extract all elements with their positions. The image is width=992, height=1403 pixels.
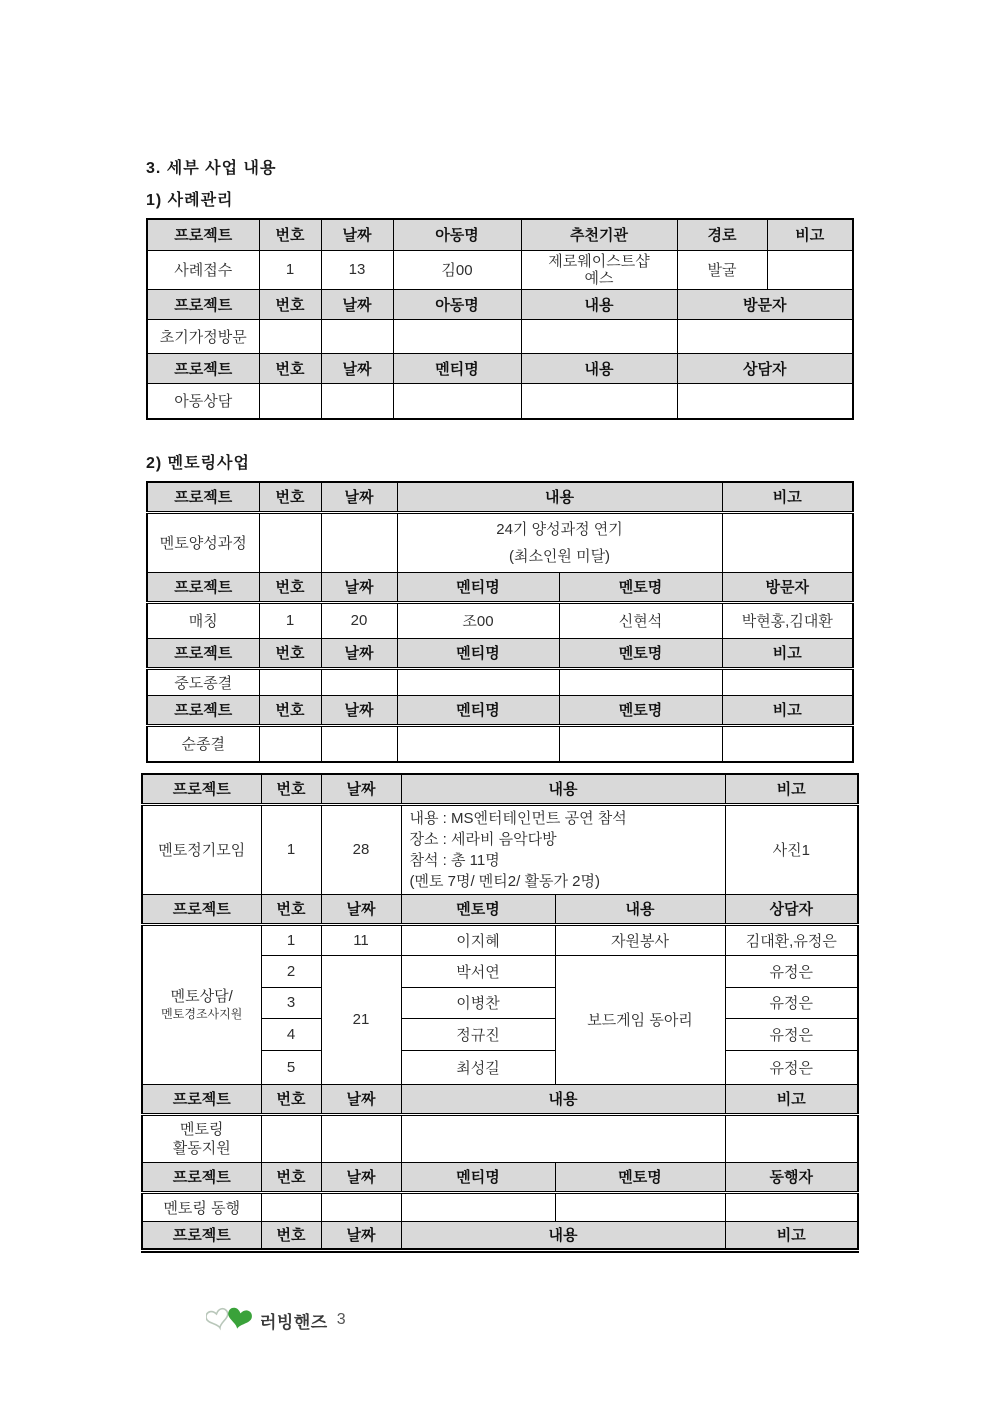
header-cell-mentor-name: 멘토명 xyxy=(559,572,722,602)
header-cell-visitor: 방문자 xyxy=(677,289,853,319)
header-cell-note: 비고 xyxy=(725,1084,858,1114)
header-cell-mentor-name: 멘토명 xyxy=(401,894,555,924)
header-cell-project: 프로젝트 xyxy=(142,774,261,804)
note-cell xyxy=(767,250,853,289)
date-cell xyxy=(321,1114,401,1162)
header-cell-date: 날짜 xyxy=(321,219,393,250)
header-cell-date: 날짜 xyxy=(321,1084,401,1114)
header-row-intake xyxy=(147,219,853,250)
number-cell: 2 xyxy=(261,955,321,987)
content-cell: 보드게임 동아리 xyxy=(555,955,725,1084)
date-cell: 20 xyxy=(321,602,397,638)
header-cell-date: 날짜 xyxy=(321,1162,401,1192)
loving-hands-logo-hearts-icon xyxy=(206,1303,258,1337)
data-row-intake xyxy=(147,250,853,289)
date-cell xyxy=(321,1192,401,1221)
header-row-child-counsel xyxy=(147,353,853,383)
training-content-line-2: (최소인원 미달) xyxy=(508,547,611,565)
header-cell-date: 날짜 xyxy=(321,1221,401,1250)
content-cell xyxy=(521,319,677,353)
date-cell: 28 xyxy=(321,804,401,894)
section-heading-mentoring: 2) 멘토링사업 xyxy=(146,455,250,472)
header-cell-project: 프로젝트 xyxy=(147,353,259,383)
referral-agency-cell xyxy=(521,250,677,289)
data-row-support xyxy=(142,1114,858,1162)
header-cell-mentee-name: 멘티명 xyxy=(397,572,559,602)
header-cell-number: 번호 xyxy=(261,894,321,924)
content-cell xyxy=(397,512,722,572)
header-cell-note: 비고 xyxy=(722,695,853,725)
header-cell-mentee-name: 멘티명 xyxy=(401,1162,555,1192)
mentor-name-cell: 신현석 xyxy=(559,602,722,638)
header-cell-project: 프로젝트 xyxy=(147,695,259,725)
header-cell-project: 프로젝트 xyxy=(142,1084,261,1114)
header-cell-note: 비고 xyxy=(722,482,853,512)
training-content-line-1: 24기 양성과정 연기 xyxy=(496,520,623,538)
header-cell-project: 프로젝트 xyxy=(147,572,259,602)
header-cell-project: 프로젝트 xyxy=(142,1221,261,1250)
agency-line-2: 예스 xyxy=(584,269,614,287)
number-cell xyxy=(259,319,321,353)
document-content xyxy=(146,0,862,1253)
project-cell: 중도종결 xyxy=(147,668,259,695)
header-cell-project: 프로젝트 xyxy=(147,289,259,319)
mentor-name-cell: 이병찬 xyxy=(401,987,555,1018)
data-row-training xyxy=(147,512,853,572)
number-cell xyxy=(259,725,321,762)
project-cell: 멘토링 동행 xyxy=(142,1192,261,1221)
header-cell-mentee-name: 멘티명 xyxy=(393,353,521,383)
project-cell xyxy=(142,924,261,1084)
support-project-line-2: 활동지원 xyxy=(172,1139,231,1157)
header-cell-date: 날짜 xyxy=(321,695,397,725)
mentee-name-cell xyxy=(393,383,521,419)
mentee-name-cell: 조00 xyxy=(397,602,559,638)
header-cell-date: 날짜 xyxy=(321,572,397,602)
header-cell-mentor-name: 멘토명 xyxy=(559,638,722,668)
header-row-dropout xyxy=(147,638,853,668)
header-cell-mentor-name: 멘토명 xyxy=(555,1162,725,1192)
header-cell-note: 비고 xyxy=(767,219,853,250)
date-cell: 13 xyxy=(321,250,393,289)
header-cell-date: 날짜 xyxy=(321,774,401,804)
data-row-home-visit xyxy=(147,319,853,353)
date-cell: 11 xyxy=(321,924,401,955)
header-cell-date: 날짜 xyxy=(321,289,393,319)
header-cell-content: 내용 xyxy=(555,894,725,924)
data-row-completion xyxy=(147,725,853,762)
header-cell-date: 날짜 xyxy=(321,894,401,924)
meeting-content-line-4: (멘토 7명/ 멘티2/ 활동가 2명) xyxy=(409,872,600,890)
page-number: 3 xyxy=(336,1311,346,1328)
data-row-counsel-1 xyxy=(142,924,858,955)
number-cell xyxy=(261,1192,321,1221)
date-cell xyxy=(321,512,397,572)
date-cell xyxy=(321,319,393,353)
header-row-matching xyxy=(147,572,853,602)
mentee-name-cell xyxy=(401,1192,555,1221)
header-cell-note: 비고 xyxy=(725,774,858,804)
header-cell-child-name: 아동명 xyxy=(393,289,521,319)
route-cell: 발굴 xyxy=(677,250,767,289)
header-cell-note: 비고 xyxy=(725,1221,858,1250)
project-cell: 순종결 xyxy=(147,725,259,762)
header-cell-number: 번호 xyxy=(259,353,321,383)
header-cell-mentor-name: 멘토명 xyxy=(559,695,722,725)
mentor-name-cell: 박서연 xyxy=(401,955,555,987)
page-footer xyxy=(206,1303,346,1337)
header-cell-number: 번호 xyxy=(259,572,321,602)
header-cell-mentee-name: 멘티명 xyxy=(397,638,559,668)
mentor-name-cell: 정규진 xyxy=(401,1018,555,1050)
note-cell xyxy=(722,512,853,572)
header-cell-child-name: 아동명 xyxy=(393,219,521,250)
header-row-completion xyxy=(147,695,853,725)
header-cell-project: 프로젝트 xyxy=(142,1162,261,1192)
content-cell xyxy=(521,383,677,419)
project-cell xyxy=(142,1114,261,1162)
header-cell-number: 번호 xyxy=(259,695,321,725)
project-cell: 아동상담 xyxy=(147,383,259,419)
header-cell-number: 번호 xyxy=(259,219,321,250)
mentee-name-cell xyxy=(397,725,559,762)
header-cell-number: 번호 xyxy=(259,482,321,512)
number-cell: 3 xyxy=(261,987,321,1018)
header-cell-project: 프로젝트 xyxy=(142,894,261,924)
header-cell-content: 내용 xyxy=(521,289,677,319)
content-cell: 자원봉사 xyxy=(555,924,725,955)
date-cell xyxy=(321,725,397,762)
header-row-counsel xyxy=(142,894,858,924)
header-cell-content: 내용 xyxy=(397,482,722,512)
counselor-cell: 유정은 xyxy=(725,955,858,987)
number-cell xyxy=(259,512,321,572)
mentor-name-cell xyxy=(559,668,722,695)
header-row-home-visit xyxy=(147,289,853,319)
project-cell: 멘토양성과정 xyxy=(147,512,259,572)
mentee-name-cell xyxy=(397,668,559,695)
header-row-meeting xyxy=(142,774,858,804)
counselor-cell: 김대환,유정은 xyxy=(725,924,858,955)
mentor-name-cell xyxy=(559,725,722,762)
counsel-project-line-1: 멘토상담/ xyxy=(170,988,233,1005)
number-cell: 1 xyxy=(261,924,321,955)
doc-heading: 3. 세부 사업 내용 xyxy=(146,160,277,177)
header-cell-number: 번호 xyxy=(259,289,321,319)
meeting-content-line-1: 내용 : MS엔터테인먼트 공연 참석 xyxy=(409,809,627,827)
note-cell xyxy=(722,725,853,762)
header-cell-date: 날짜 xyxy=(321,482,397,512)
note-cell xyxy=(725,1114,858,1162)
counselor-cell xyxy=(677,383,853,419)
meeting-content-cell xyxy=(401,804,725,894)
header-cell-visitor: 방문자 xyxy=(722,572,853,602)
number-cell xyxy=(259,383,321,419)
number-cell xyxy=(259,668,321,695)
child-name-cell xyxy=(393,319,521,353)
header-cell-date: 날짜 xyxy=(321,353,393,383)
meeting-content-line-3: 참석 : 총 11명 xyxy=(409,851,500,869)
header-cell-content: 내용 xyxy=(401,1221,725,1250)
number-cell: 5 xyxy=(261,1050,321,1084)
project-cell: 매칭 xyxy=(147,602,259,638)
header-cell-note: 비고 xyxy=(722,638,853,668)
project-cell: 초기가정방문 xyxy=(147,319,259,353)
case-management-table xyxy=(146,218,854,420)
counselor-cell: 유정은 xyxy=(725,1018,858,1050)
header-cell-route: 경로 xyxy=(677,219,767,250)
header-cell-number: 번호 xyxy=(261,1221,321,1250)
mentoring-table-1 xyxy=(146,481,854,763)
visitor-cell: 박현홍,김대환 xyxy=(722,602,853,638)
number-cell: 4 xyxy=(261,1018,321,1050)
header-cell-project: 프로젝트 xyxy=(147,219,259,250)
header-row-training xyxy=(147,482,853,512)
mentoring-table-2 xyxy=(141,773,859,1253)
number-cell: 1 xyxy=(259,602,321,638)
header-cell-number: 번호 xyxy=(261,774,321,804)
project-cell: 사례접수 xyxy=(147,250,259,289)
header-cell-date: 날짜 xyxy=(321,638,397,668)
header-cell-project: 프로젝트 xyxy=(147,482,259,512)
header-cell-counselor: 상담자 xyxy=(677,353,853,383)
data-row-dropout xyxy=(147,668,853,695)
mentor-name-cell: 최성길 xyxy=(401,1050,555,1084)
meeting-content-line-2: 장소 : 세라비 음악다방 xyxy=(409,830,557,848)
project-cell: 멘토정기모임 xyxy=(142,804,261,894)
number-cell: 1 xyxy=(261,804,321,894)
header-cell-content: 내용 xyxy=(401,774,725,804)
header-cell-mentee-name: 멘티명 xyxy=(397,695,559,725)
content-cell xyxy=(401,1114,725,1162)
note-cell: 사진1 xyxy=(725,804,858,894)
header-cell-number: 번호 xyxy=(259,638,321,668)
section-heading-case: 1) 사례관리 xyxy=(146,192,234,209)
mentor-name-cell xyxy=(555,1192,725,1221)
header-row-accompany xyxy=(142,1162,858,1192)
number-cell: 1 xyxy=(259,250,321,289)
counselor-cell: 유정은 xyxy=(725,987,858,1018)
visitor-cell xyxy=(677,319,853,353)
number-cell xyxy=(261,1114,321,1162)
header-row-support xyxy=(142,1084,858,1114)
date-cell: 21 xyxy=(321,955,401,1084)
data-row-accompany xyxy=(142,1192,858,1221)
child-name-cell: 김00 xyxy=(393,250,521,289)
data-row-matching xyxy=(147,602,853,638)
header-cell-companion: 동행자 xyxy=(725,1162,858,1192)
header-cell-content: 내용 xyxy=(401,1084,725,1114)
date-cell xyxy=(321,668,397,695)
brand-text: 러빙핸즈 xyxy=(260,1312,328,1332)
header-cell-number: 번호 xyxy=(261,1084,321,1114)
header-cell-content: 내용 xyxy=(521,353,677,383)
data-row-child-counsel xyxy=(147,383,853,419)
header-cell-counselor: 상담자 xyxy=(725,894,858,924)
header-cell-project: 프로젝트 xyxy=(147,638,259,668)
data-row-meeting xyxy=(142,804,858,894)
note-cell xyxy=(722,668,853,695)
header-cell-referral-agency: 추천기관 xyxy=(521,219,677,250)
agency-line-1: 제로웨이스트샵 xyxy=(548,252,650,270)
mentor-name-cell: 이지혜 xyxy=(401,924,555,955)
companion-cell xyxy=(725,1192,858,1221)
date-cell xyxy=(321,383,393,419)
counselor-cell: 유정은 xyxy=(725,1050,858,1084)
header-cell-number: 번호 xyxy=(261,1162,321,1192)
support-project-line-1: 멘토링 xyxy=(180,1120,224,1138)
header-row-last xyxy=(142,1221,858,1250)
counsel-project-line-2: 멘토경조사지원 xyxy=(161,1007,243,1021)
